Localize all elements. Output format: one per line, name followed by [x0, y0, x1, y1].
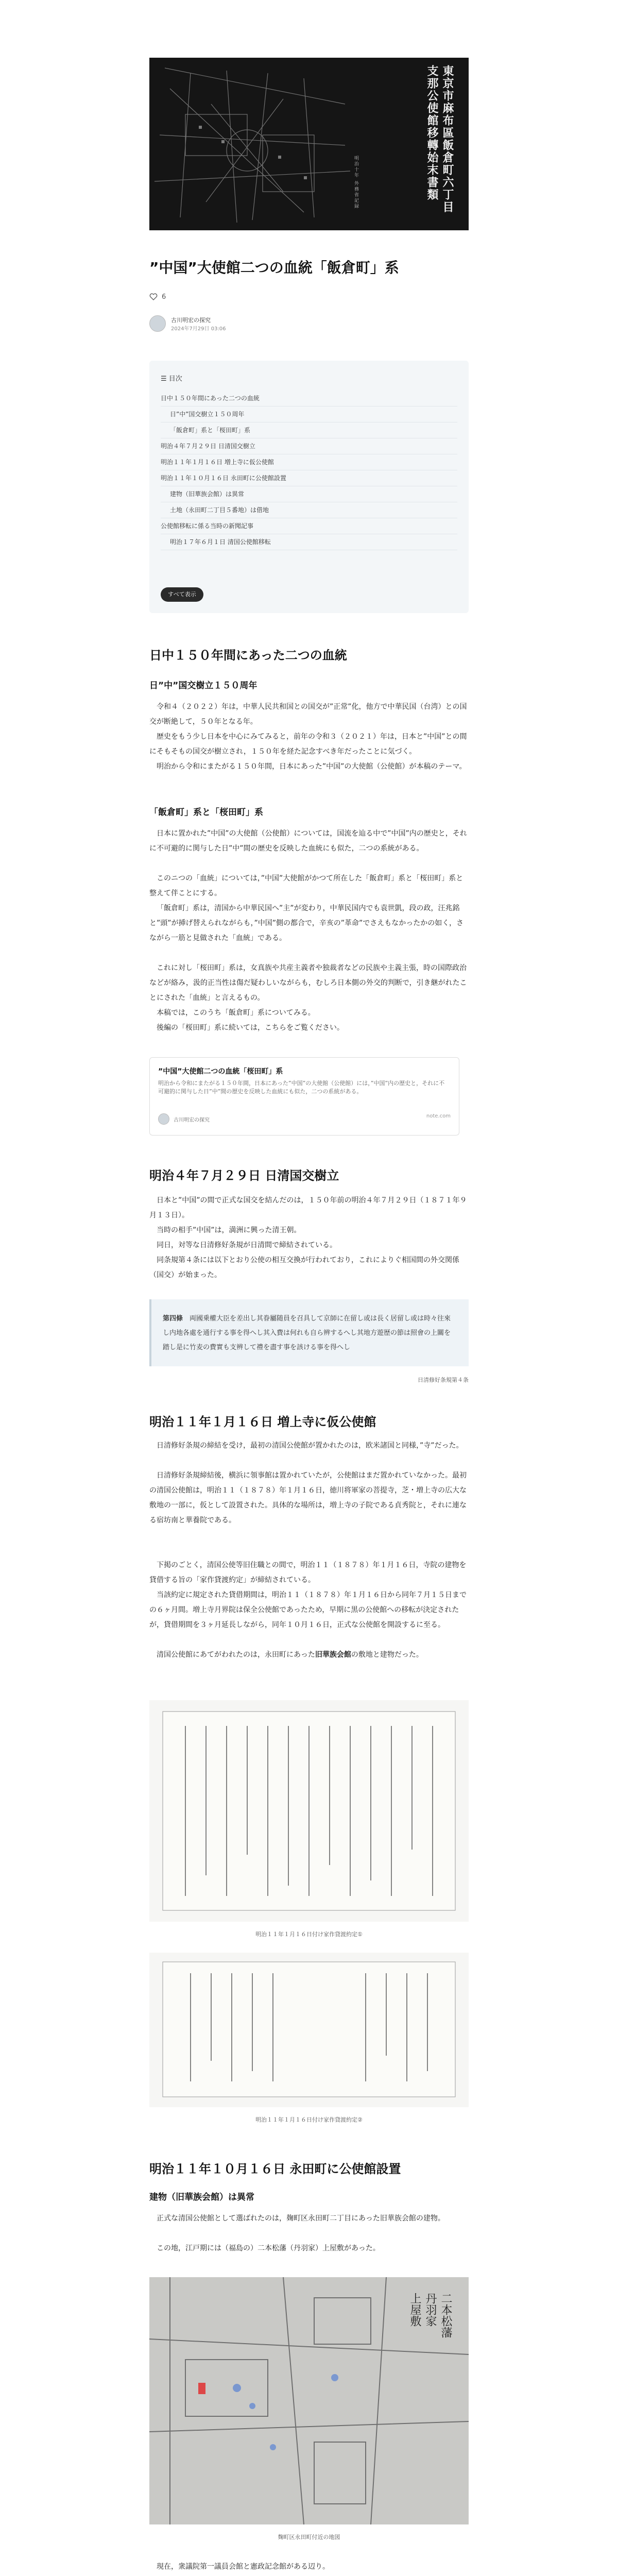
map-label: 二本松藩	[439, 2293, 452, 2338]
image-caption: 明治１１年１月１６日付け家作貸渡約定②	[255, 2116, 363, 2123]
paragraph: 当該約定に規定された貸借期間は，明治１１（１８７８）年１月１６日から同年７月１５日までの６ヶ月間。増上寺月界院は保全公使館であったため，早期に黒の公使館への移転が決定されたが，貸借期間を３ヶ月延長しながら，同年１０月１６日，正式な公使館を開設するに至る。	[149, 1591, 467, 1629]
subsection-heading: 日”中”国交樹立１５０周年	[149, 681, 258, 691]
quote-label: 第四條	[163, 1315, 183, 1323]
toc-item[interactable]: 日”中”国交樹立１５０周年	[161, 406, 457, 422]
paragraph: 明治から令和にまたがる１５０年間，日本にあった”中国”の大使館（公使館）が本稿のテーマ。	[157, 762, 467, 771]
map-label: 上屋敷	[408, 2293, 421, 2327]
paragraph: 同条規第４条には以下とおり公使の相互交換が行われており，これによりぐ相国間の外交関係（国交）が始まった。	[149, 1256, 459, 1279]
toc-item[interactable]: 日中１５０年間にあった二つの血統	[161, 391, 457, 406]
subsection-heading: 「飯倉町」系と「桜田町」系	[149, 807, 263, 818]
quote-text	[163, 1312, 456, 1355]
paragraph: 同日，対等な日清修好条規が日清間で締結されている。	[157, 1241, 337, 1249]
paragraph: 後編の「桜田町」系に続いては，こちらをご覧ください。	[157, 1024, 344, 1032]
avatar[interactable]	[149, 315, 166, 332]
highlight-term: 旧華族会館	[315, 1651, 351, 1659]
like-button[interactable]	[149, 293, 166, 301]
card-domain: note.com	[426, 1113, 451, 1119]
paragraph: 本稿では，このうち「飯倉町」系についてみる。	[157, 1009, 315, 1017]
paragraph: 令和４（２０２２）年は，中華人民共和国との国交が”正常”化，他方で中華民国（台湾）との国交が断絶して，５０年となる年。	[149, 703, 467, 726]
paragraph: 当時の相手”中国”は，満洲に興った清王朝。	[157, 1226, 301, 1234]
toc-list	[161, 391, 457, 550]
paragraph: この地，江戸期には（福島の）二本松藩（丹羽家）上屋敷があった。	[157, 2244, 380, 2252]
image-caption: 明治１１年１月１６日付け家作貸渡約定①	[255, 1931, 363, 1938]
quote-caption: 日清修好条規第４条	[418, 1377, 469, 1383]
subsection-heading: 建物（旧華族会館）は異常	[149, 2192, 254, 2202]
map-label: 丹羽家	[424, 2293, 437, 2327]
paragraph-text: 清国公使館にあてがわれたのは，永田町にあった旧華族会館の敷地と建物だった。	[157, 1651, 423, 1659]
author-name[interactable]: 古川明宏の探究	[171, 316, 211, 324]
embedded-article-card[interactable]	[149, 1057, 459, 1136]
handwritten-document-art	[149, 1953, 469, 2107]
toc-show-all-button[interactable]: すべて表示	[161, 587, 203, 602]
toc-heading-label: 目次	[168, 375, 182, 383]
paragraph: 日本と”中国”の間で正式な国交を結んだのは，１５０年前の明治４年７月２９日（１８７１年９月１３日）。	[149, 1196, 467, 1219]
hero-subtitle: 明治十年 外務省記録	[353, 156, 358, 209]
paragraph: 下掲のごとく，清国公使等旧住職との間で，明治１１（１８７８）年１月１６日，寺院の建物を貸借する旨の「家作貸渡約定」が締結されている。	[149, 1561, 467, 1584]
hero-column-1: 東京市麻布區飯倉町六丁目	[441, 65, 454, 213]
toc-item[interactable]: 建物（旧華族会館）は異常	[161, 486, 457, 502]
toc-heading	[161, 373, 182, 383]
paragraph: このニつの「血統」については，”中国”大使館がかつて所在した「飯倉町」系と「桜田町」系と整えて伴ことにする。	[149, 874, 464, 897]
like-count: 6	[162, 293, 166, 301]
paragraph: 現在，衆議院第一議員会館と憲政記念館がある辺り。	[157, 2563, 330, 2571]
map-image	[149, 2277, 469, 2524]
publish-date: 2024年7月29日 03:06	[171, 326, 226, 332]
document-image	[149, 1953, 469, 2107]
article-title: ”中国”大使館二つの血統「飯倉町」系	[149, 259, 399, 276]
paragraph: 歴史をもう少し日本を中心にみてみると，前年の令和３（２０２１）年は，日本と”中国”との間にそもそもの国交が樹立され，１５０年を経た記念すべき年だったことに気づく。	[149, 733, 467, 756]
handwritten-document-art	[149, 1700, 469, 1922]
avatar	[158, 1113, 169, 1125]
heart-icon	[149, 293, 158, 301]
card-author	[158, 1113, 210, 1125]
paragraph: 日清修好条規の締結を受け，最初の清国公使館が置かれたのは，欧米諸国と同様，”寺”だった。	[157, 1442, 464, 1450]
toc-item[interactable]: 明治１７年６月１日 清国公使館移転	[161, 534, 457, 550]
paragraph: 日本に置かれた”中国”の大使館（公使館）については，国流を辿る中で”中国”内の歴史と，それに不可避的に関与した日”中”間の歴史を反映した血統にも似た，二つの系統がある。	[149, 829, 467, 853]
hero-image	[149, 58, 469, 230]
image-caption: 麹町区永田町付近の地図	[278, 2534, 340, 2540]
paragraph: これに対し「桜田町」系は，女真族や共産主義者や独裁者などの民族や主義主張，時の国際政治などが絡み，汲的正当性は傷だ疑わしいながらも，むしろ日本側の外交的判断で，引き継がれたことにされた「血統」と言えるもの。	[149, 964, 467, 1002]
hero-document-art	[149, 58, 469, 230]
section-heading: 明治１１年１月１６日 増上寺に仮公使館	[149, 1415, 376, 1429]
quote-bar	[149, 1299, 151, 1366]
list-icon: ☰	[161, 375, 167, 383]
section-heading: 明治４年７月２９日 日清国交樹立	[149, 1168, 339, 1183]
card-title[interactable]: ”中国”大使館二つの血統「桜田町」系	[158, 1067, 283, 1076]
paragraph: 「飯倉町」系は，清国から中華民国へ”主”が変わり，中華民国内でも袁世凱，段の政，汪兆銘と”頭”が挿げ替えられながらも，”中国”側の都合で，辛亥の”革命”でさえもなかったかの如く，さながら一筋と見做された「血統」である。	[149, 904, 464, 942]
paragraph: 日清修好条規締結後，横浜に領事館は置かれていたが，公使館はまだ置かれていなかった。最初の清国公使館は，明治１１（１８７８）年１月１６日，徳川将軍家の菩提寺，芝・増上寺の広大な敷地の一部に，仮として設置された。具体的な場所は，増上寺の子院である貞秀院と，それに連なる宿坊南と華養院である。	[149, 1471, 467, 1524]
toc-item[interactable]: 明治４年７月２９日 日清国交樹立	[161, 438, 457, 454]
section-heading: 明治１１年１０月１６日 永田町に公使館設置	[149, 2162, 401, 2176]
author-block[interactable]	[149, 315, 226, 332]
hero-column-2: 支那公使館移轉始末書類	[425, 65, 439, 201]
map-annotation	[407, 2293, 453, 2338]
paragraph: 正式な清国公使館として選ばれたのは，麹町区永田町二丁目にあった旧華族会館の建物。	[157, 2214, 445, 2223]
card-author-name: 古川明宏の探究	[174, 1117, 210, 1123]
toc-item[interactable]: 公使館移転に係る当時の新聞記事	[161, 518, 457, 534]
hero-title-vertical	[424, 65, 455, 219]
toc-item[interactable]: 「飯倉町」系と「桜田町」系	[161, 422, 457, 438]
section-heading: 日中１５０年間にあった二つの血統	[149, 648, 347, 663]
card-snippet: 明治から令和にまたがる１５０年間，日本にあった”中国”の大使館（公使館）には，”中国”内の歴史と，それに不可避的に関与した日”中”間の歴史を反映した血統にも似た，二つの系統がある。	[158, 1080, 445, 1095]
toc-item[interactable]: 土地（永田町二丁目５番地）は借地	[161, 502, 457, 518]
quote-body: 両國乗權大臣を差出し其眷屬随員を召具して京師に在留し或は長く居留し或は時々往來し内地各處を通行する事を得へし其入費は何れも自ら辨するへし其地方遊歴の節は照會の上關を踏し是に竹麦の費實も支辨して禮を盡す事を該ける事を得へし	[163, 1315, 451, 1351]
document-image	[149, 1700, 469, 1922]
table-of-contents	[149, 361, 469, 613]
blockquote	[149, 1299, 469, 1366]
toc-item[interactable]: 明治１１年１月１６日 増上寺に仮公使館	[161, 454, 457, 470]
paragraph	[149, 1648, 469, 1663]
toc-item[interactable]: 明治１１年１０月１６日 永田町に公使館設置	[161, 470, 457, 486]
